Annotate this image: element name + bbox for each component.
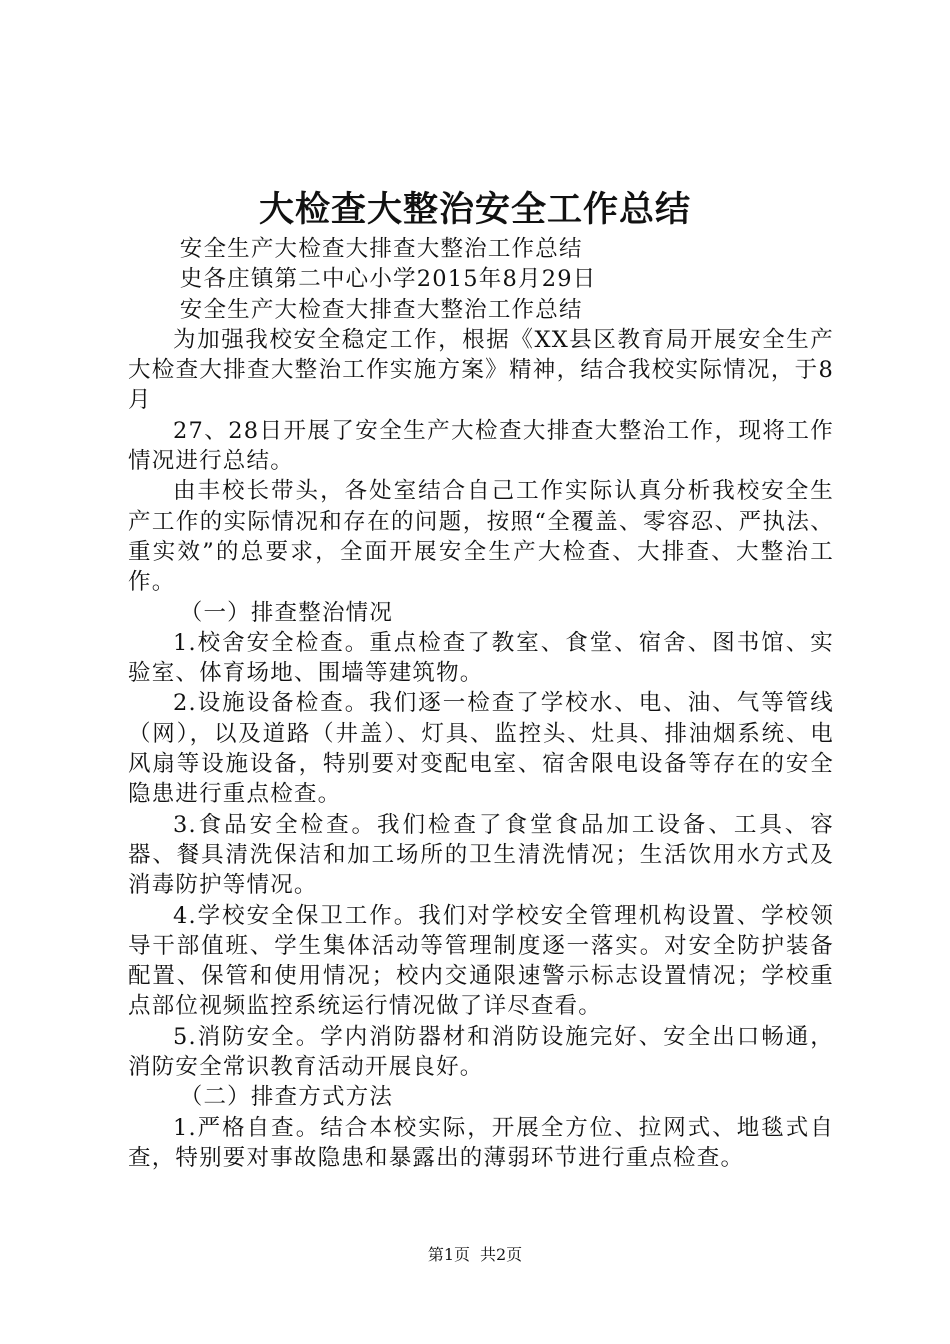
body-paragraph: 2.设施设备检查。我们逐一检查了学校水、电、油、气等管线（网），以及道路（井盖）、灯具、监控头、灶具、排油烟系统、电风扇等设施设备，特别要对变配电室、宿舍限电设备等存在的安全隐患进行重点检查。: [128, 690, 834, 808]
document-body: [128, 234, 834, 1173]
subtitle-line: 安全生产大检查大排查大整治工作总结: [179, 236, 583, 262]
body-paragraph: 由丰校长带头，各处室结合自己工作实际认真分析我校安全生产工作的实际情况和存在的问题，按照“全覆盖、零容忍、严执法、重实效”的总要求，全面开展安全生产大检查、大排查、大整治工作。: [128, 478, 834, 596]
body-paragraph: 5.消防安全。学内消防器材和消防设施完好、安全出口畅通，消防安全常识教育活动开展良好。: [128, 1023, 834, 1081]
page-number: 第1页: [427, 1245, 470, 1264]
body-paragraph: 27、28日开展了安全生产大检查大排查大整治工作，现将工作情况进行总结。: [128, 417, 834, 475]
body-paragraph: 为加强我校安全稳定工作，根据《XX县区教育局开展安全生产大检查大排查大整治工作实施方案》精神，结合我校实际情况，于8月: [128, 326, 834, 414]
section-heading: （二）排查方式方法: [179, 1084, 394, 1111]
body-paragraph: 3.食品安全检查。我们检查了食堂食品加工设备、工具、容器、餐具清洗保洁和加工场所的卫生清洗情况；生活饮用水方式及消毒防护等情况。: [128, 811, 834, 899]
page-total: 共2页: [480, 1245, 523, 1264]
subtitle-line-repeat: 安全生产大检查大排查大整治工作总结: [179, 296, 583, 323]
section-heading: （一）排查整治情况: [179, 599, 394, 626]
author-date-line: 史各庄镇第二中心小学2015年8月29日: [179, 266, 597, 293]
body-paragraph: 4.学校安全保卫工作。我们对学校安全管理机构设置、学校领导干部值班、学生集体活动等管理制度逐一落实。对安全防护装备配置、保管和使用情况；校内交通限速警示标志设置情况；学校重点部位视频监控系统运行情况做了详尽查看。: [128, 902, 834, 1020]
body-paragraph: 1.严格自查。结合本校实际，开展全方位、拉网式、地毯式自查，特别要对事故隐患和暴露出的薄弱环节进行重点检查。: [128, 1114, 834, 1171]
body-paragraph: 1.校舍安全检查。重点检查了教室、食堂、宿舍、图书馆、实验室、体育场地、围墙等建筑物。: [128, 629, 834, 687]
document-title: 大检查大整治安全工作总结: [258, 189, 691, 230]
page-footer: [0, 1244, 950, 1266]
